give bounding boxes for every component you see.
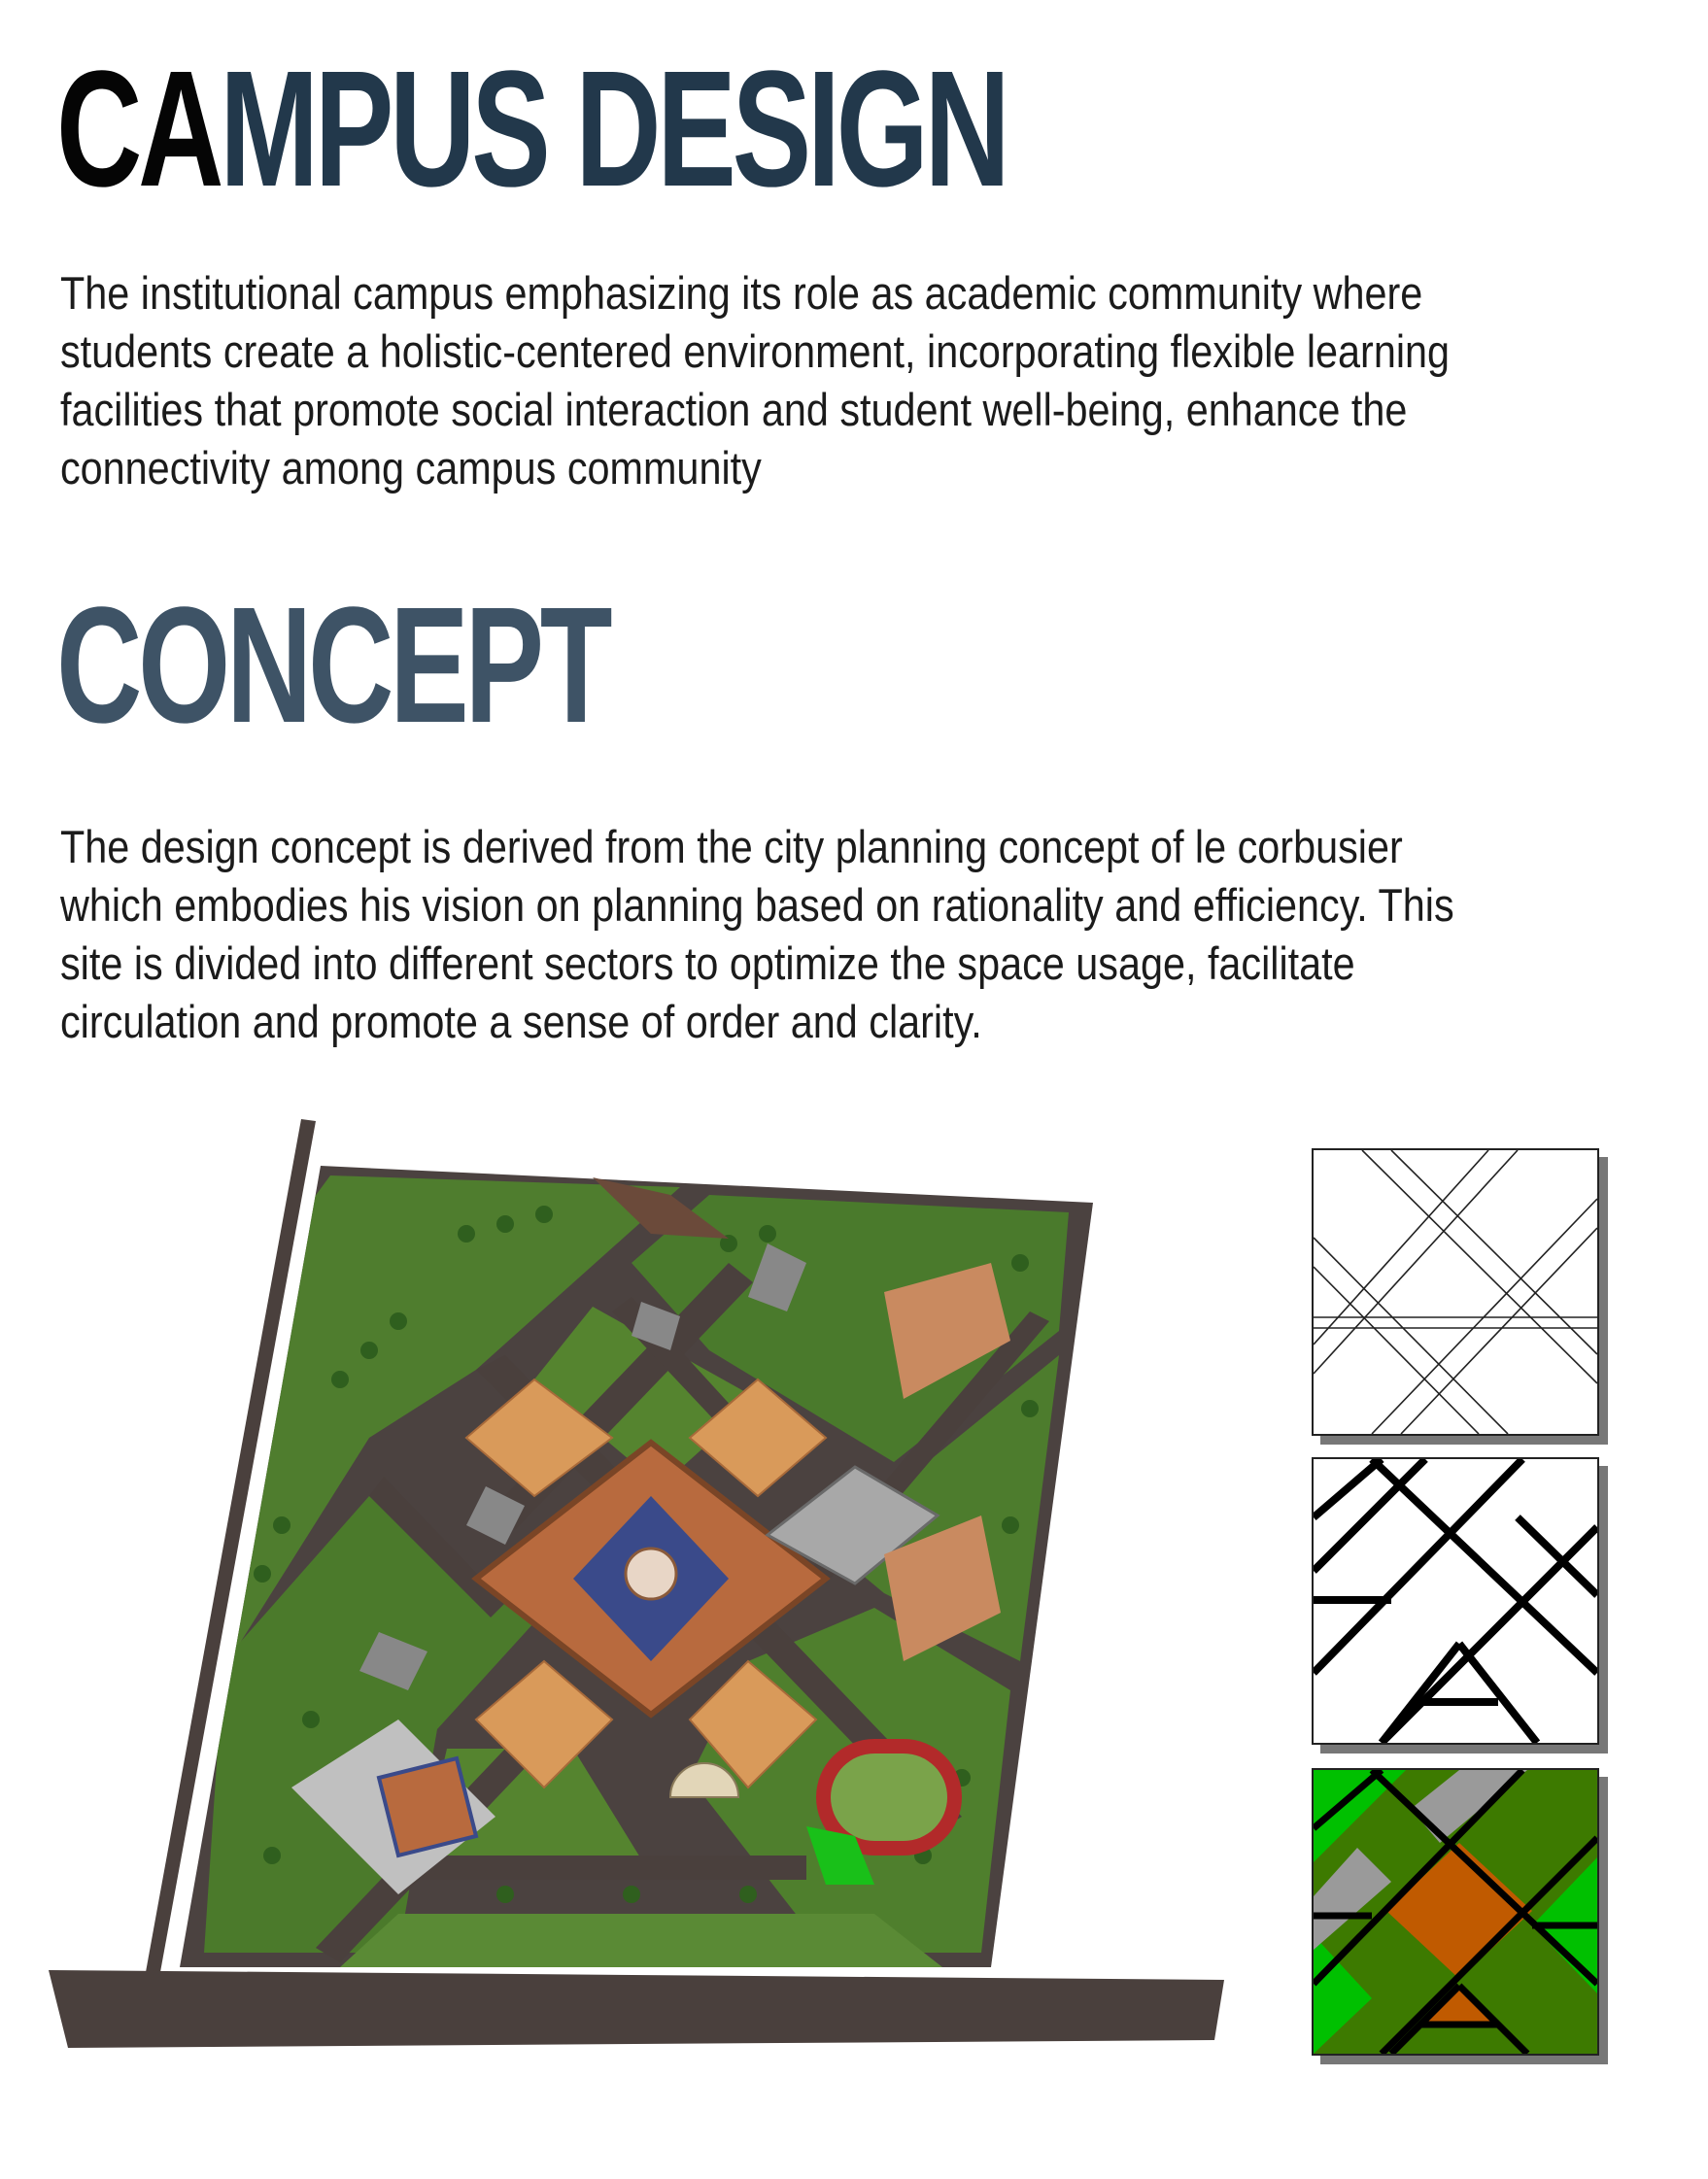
- grid-diagram-thin: [1312, 1148, 1599, 1436]
- grid-diagram-bold: [1312, 1457, 1599, 1745]
- site-plan-illustration: [49, 1117, 1253, 2060]
- road-entrance-loop: [418, 1856, 806, 1880]
- zoning-diagram-colored: [1312, 1768, 1599, 2056]
- thin-grid-svg: [1314, 1150, 1597, 1434]
- intro-paragraph: The institutional campus emphasizing its role as academic community where students create a holistic-centered environment, incorporating flexible learning facilities that promote social interaction and student well-being, enhance the connectivity among campus community: [60, 267, 1451, 494]
- concept-paragraph: The design concept is derived from the city planning concept of le corbusier which embodies his vision on planning based on rationality and efficiency. This site is divided into different sectors to optimize the space usage, facilitate circulation and promote a sense of order and clarity.: [60, 821, 1454, 1047]
- bold-grid-svg: [1314, 1459, 1597, 1743]
- zoning-svg: [1314, 1770, 1597, 2054]
- auditorium-building: [379, 1758, 476, 1856]
- main-road-south: [49, 1970, 1224, 2048]
- title-rest: MPUS DESIGN: [220, 37, 1007, 221]
- grass-entrance-lawn: [340, 1914, 942, 1967]
- football-field: [831, 1753, 947, 1841]
- concept-title: CONCEPT: [56, 573, 609, 758]
- campus-design-title: [56, 37, 1007, 221]
- central-rotunda: [626, 1549, 676, 1599]
- site-plan-svg: [49, 1117, 1253, 2060]
- title-accent: CA: [56, 37, 221, 221]
